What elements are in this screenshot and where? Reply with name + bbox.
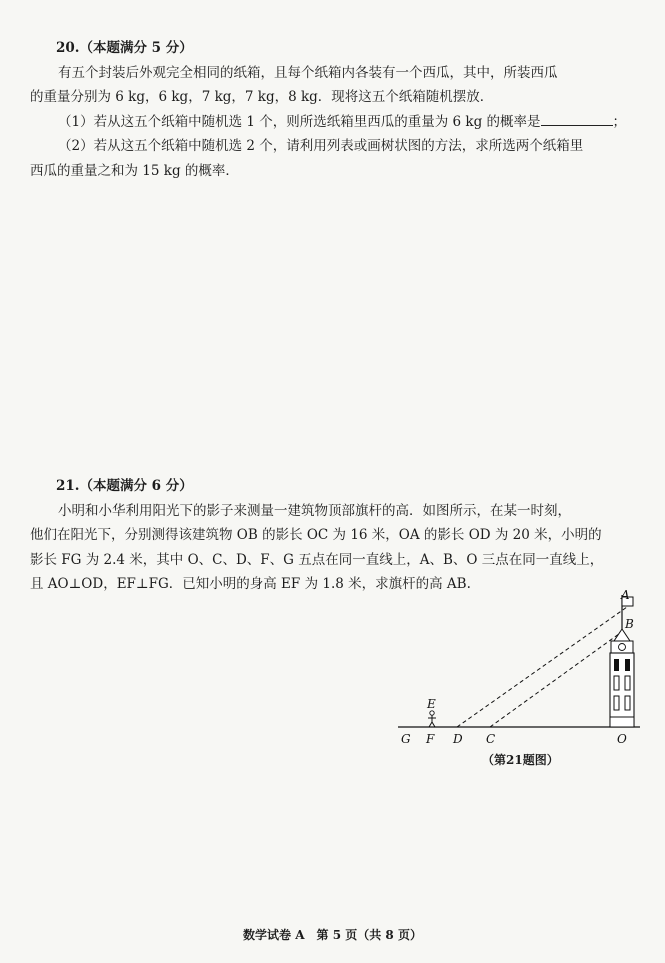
question-21-heading: 21.（本题满分 6 分） xyxy=(56,478,193,494)
label-F: F xyxy=(426,732,435,746)
label-C: C xyxy=(486,732,496,746)
question-20-part2-line1: （2）若从这五个纸箱中随机选 2 个，请利用列表或画树状图的方法，求所选两个纸箱里 xyxy=(58,138,584,154)
question-20-part2-line2: 西瓜的重量之和为 15 kg 的概率． xyxy=(30,162,239,179)
label-D: D xyxy=(453,732,463,746)
sun-ray-AD xyxy=(457,607,627,727)
question-21-line1: 小明和小华利用阳光下的影子来测量一建筑物顶部旗杆的高．如图所示，在某一时刻， xyxy=(58,502,571,519)
question-20 xyxy=(30,36,642,183)
label-G: G xyxy=(401,732,411,746)
question-20-stem-line1: 有五个封装后外观完全相同的纸箱，且每个纸箱内各装有一个西瓜，其中，所装西瓜 xyxy=(58,64,558,81)
question-21-line2: 他们在阳光下，分别测得该建筑物 OB 的影长 OC 为 16 米，OA 的影长 OD 为 20 米，小明的 xyxy=(30,527,602,543)
answer-blank xyxy=(541,113,613,126)
question-20-heading: 20.（本题满分 5 分） xyxy=(56,40,193,56)
figure-21-caption: （第21题图） xyxy=(482,753,559,767)
question-21 xyxy=(30,474,642,597)
page-footer: 数学试卷 A 第 5 页（共 8 页） xyxy=(243,928,422,942)
question-20-part1-text: （1）若从这五个纸箱中随机选 1 个，则所选纸箱里西瓜的重量为 6 kg 的概率是 xyxy=(58,113,541,130)
label-A: A xyxy=(621,588,630,602)
question-20-part1-end: ； xyxy=(612,113,627,130)
question-20-stem-line2: 的重量分别为 6 kg，6 kg，7 kg，7 kg，8 kg．现将这五个纸箱随机摆放． xyxy=(30,89,494,105)
sun-ray-BC xyxy=(490,631,623,727)
building xyxy=(610,629,634,727)
person-figure xyxy=(428,711,436,727)
question-21-line4: 且 AO⊥OD，EF⊥FG．已知小明的身高 EF 为 1.8 米，求旗杆的高 AB. xyxy=(30,576,471,592)
label-O: O xyxy=(617,732,627,746)
figure-21-diagram xyxy=(395,585,650,775)
question-21-line3: 影长 FG 为 2.4 米，其中 O、C、D、F、G 五点在同一直线上，A、B、O 三点在同一直线上， xyxy=(30,551,604,568)
question-20-part1 xyxy=(30,110,642,135)
label-E: E xyxy=(427,697,436,711)
label-B: B xyxy=(625,617,634,631)
